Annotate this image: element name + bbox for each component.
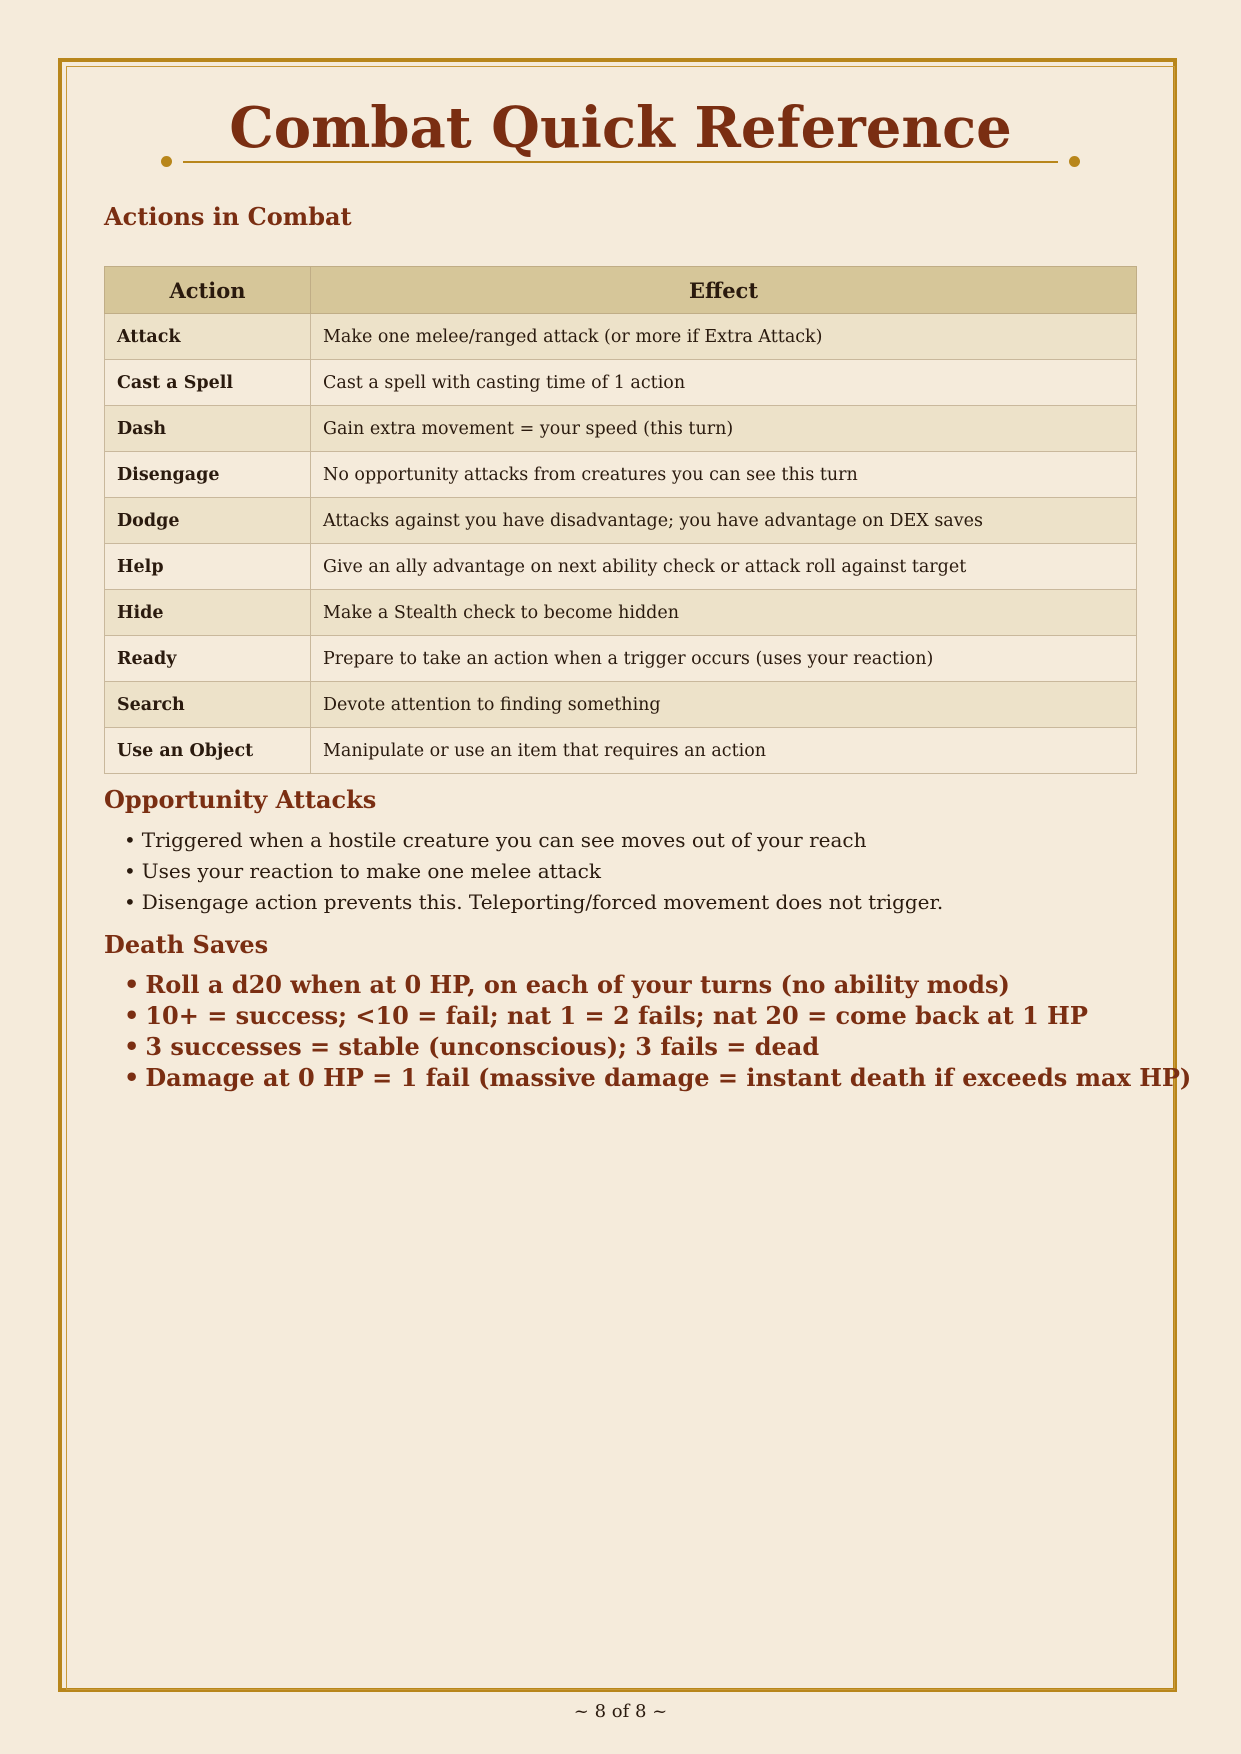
action-name-cell: Search [105, 682, 311, 728]
column-header-effect: Effect [311, 267, 1137, 314]
bullet-icon: • [124, 859, 136, 883]
action-name-cell: Help [105, 544, 311, 590]
list-item-text: Triggered when a hostile creature you can see moves out of your reach [141, 828, 867, 852]
action-name-cell: Disengage [105, 452, 311, 498]
list-item-text: Uses your reaction to make one melee attack [141, 859, 601, 883]
bullet-icon: • [124, 1063, 140, 1092]
action-effect-cell: Manipulate or use an item that requires an action [311, 728, 1137, 774]
bullet-icon: • [124, 1001, 140, 1030]
list-item [124, 1062, 1191, 1093]
death-saves-heading: Death Saves [104, 930, 269, 959]
action-name-cell: Use an Object [105, 728, 311, 774]
table-header-row [105, 267, 1137, 314]
action-effect-cell: Prepare to take an action when a trigger occurs (uses your reaction) [311, 636, 1137, 682]
action-name-cell: Attack [105, 314, 311, 360]
page-number-footer: ~ 8 of 8 ~ [573, 1701, 668, 1722]
title-ornament-dot-right [1069, 156, 1080, 167]
table-row [105, 406, 1137, 452]
opportunity-attacks-list [124, 825, 943, 918]
title-ornament-dot-left [161, 156, 172, 167]
actions-heading: Actions in Combat [104, 202, 352, 231]
action-effect-cell: Make one melee/ranged attack (or more if Extra Attack) [311, 314, 1137, 360]
action-name-cell: Dash [105, 406, 311, 452]
action-effect-cell: Gain extra movement = your speed (this turn) [311, 406, 1137, 452]
table-row [105, 636, 1137, 682]
list-item [124, 887, 943, 918]
list-item [124, 969, 1191, 1000]
title-divider [183, 161, 1058, 163]
death-saves-list [124, 969, 1191, 1093]
list-item-text: 10+ = success; <10 = fail; nat 1 = 2 fails; nat 20 = come back at 1 HP [145, 1001, 1088, 1030]
list-item-text: Roll a d20 when at 0 HP, on each of your turns (no ability mods) [145, 970, 1010, 999]
page-title: Combat Quick Reference [229, 95, 1012, 161]
action-effect-cell: Attacks against you have disadvantage; you have advantage on DEX saves [311, 498, 1137, 544]
list-item-text: 3 successes = stable (unconscious); 3 fails = dead [145, 1032, 820, 1061]
bullet-icon: • [124, 890, 136, 914]
actions-table-body [105, 314, 1137, 774]
list-item-text: Damage at 0 HP = 1 fail (massive damage = instant death if exceeds max HP) [145, 1063, 1192, 1092]
table-row [105, 498, 1137, 544]
bullet-icon: • [124, 970, 140, 999]
list-item [124, 825, 943, 856]
table-row [105, 728, 1137, 774]
list-item-text: Disengage action prevents this. Teleporting/forced movement does not trigger. [141, 890, 944, 914]
actions-table [104, 266, 1137, 774]
opportunity-attacks-heading: Opportunity Attacks [104, 785, 377, 814]
table-row [105, 452, 1137, 498]
action-effect-cell: No opportunity attacks from creatures you can see this turn [311, 452, 1137, 498]
action-effect-cell: Cast a spell with casting time of 1 action [311, 360, 1137, 406]
action-name-cell: Cast a Spell [105, 360, 311, 406]
table-row [105, 544, 1137, 590]
table-row [105, 360, 1137, 406]
column-header-action: Action [105, 267, 311, 314]
list-item [124, 1000, 1191, 1031]
action-effect-cell: Make a Stealth check to become hidden [311, 590, 1137, 636]
bullet-icon: • [124, 1032, 140, 1061]
action-name-cell: Dodge [105, 498, 311, 544]
table-row [105, 682, 1137, 728]
bullet-icon: • [124, 828, 136, 852]
action-name-cell: Hide [105, 590, 311, 636]
list-item [124, 856, 943, 887]
action-effect-cell: Devote attention to finding something [311, 682, 1137, 728]
table-row [105, 314, 1137, 360]
list-item [124, 1031, 1191, 1062]
action-name-cell: Ready [105, 636, 311, 682]
action-effect-cell: Give an ally advantage on next ability check or attack roll against target [311, 544, 1137, 590]
table-row [105, 590, 1137, 636]
